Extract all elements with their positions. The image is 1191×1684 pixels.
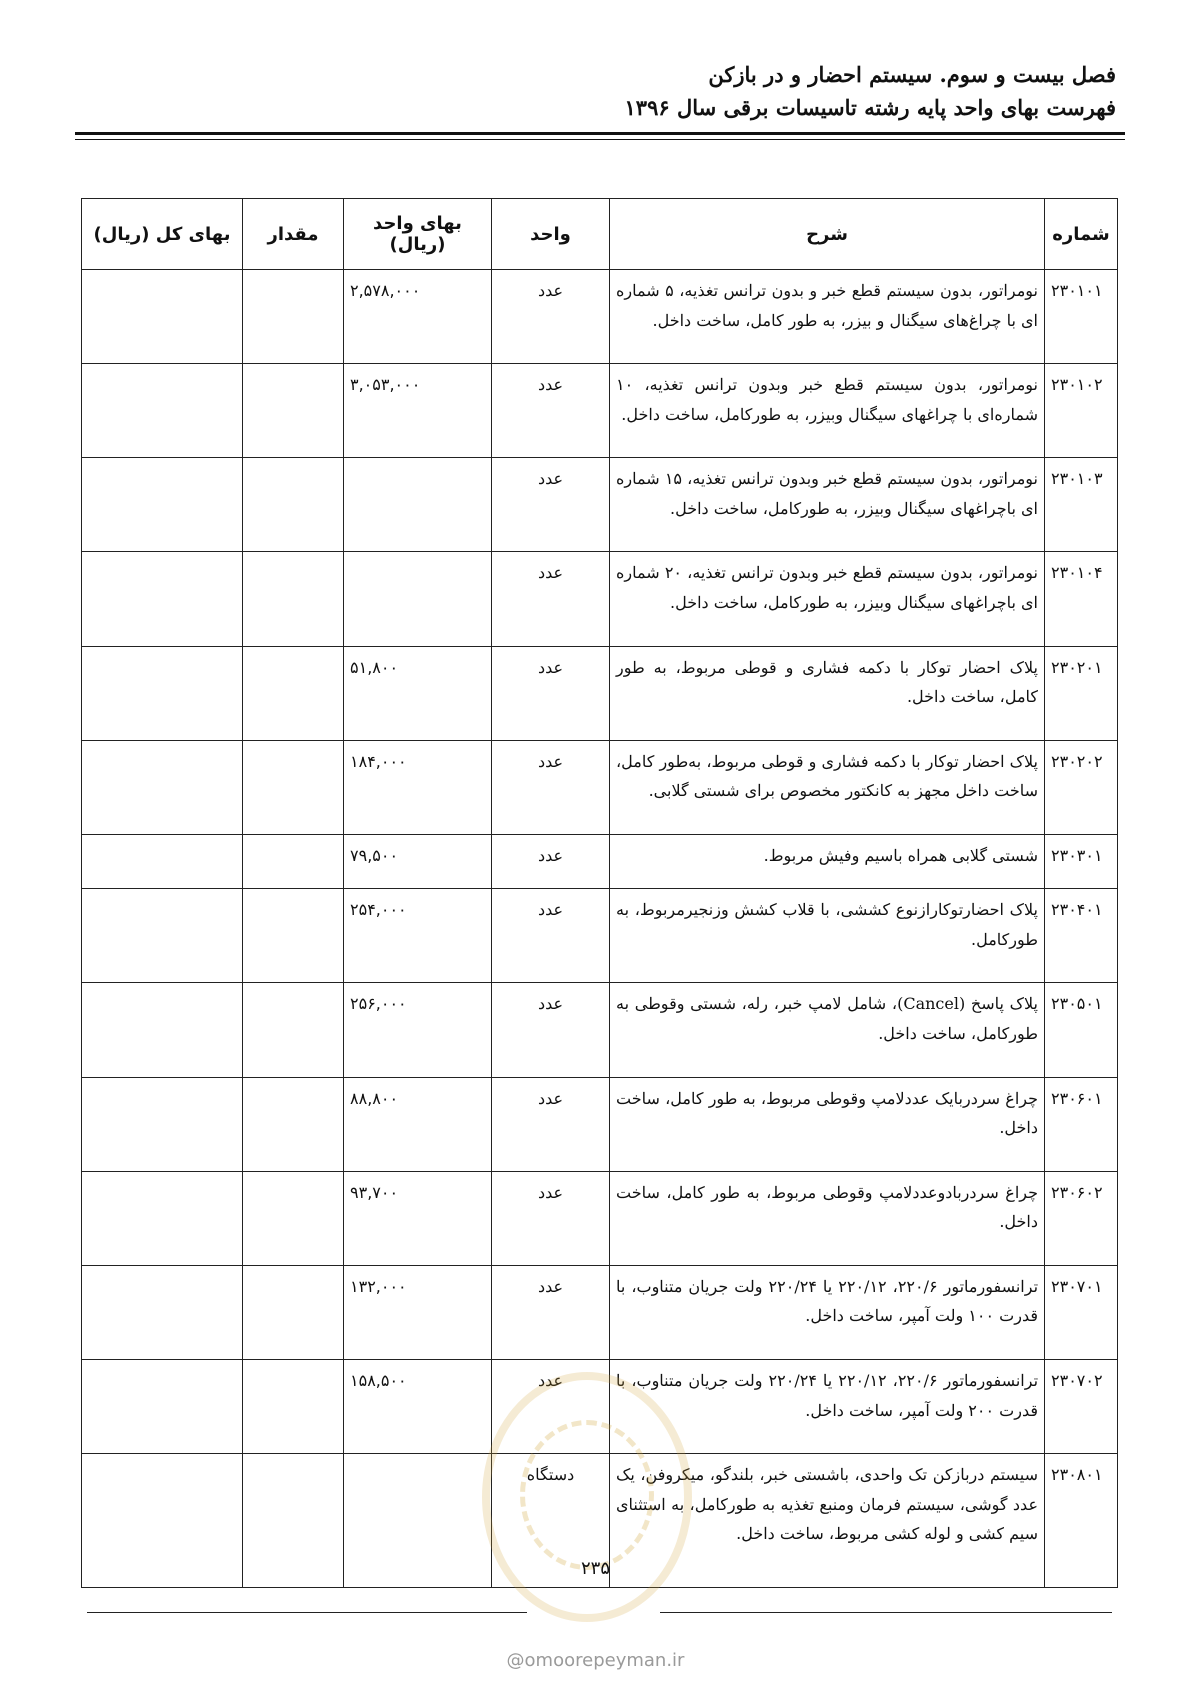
item-description: ترانسفورماتور ۲۲۰/۶، ۲۲۰/۱۲ یا ۲۲۰/۲۴ ولت جریان متناوب، با قدرت ۱۰۰ ولت آمپر، ساخت داخل. bbox=[610, 1265, 1045, 1359]
item-unit: عدد bbox=[492, 1360, 610, 1454]
item-quantity bbox=[243, 270, 344, 364]
item-unit-price: ۳,۰۵۳,۰۰۰ bbox=[344, 364, 492, 458]
item-total-price bbox=[82, 983, 243, 1077]
item-quantity bbox=[243, 834, 344, 888]
item-total-price bbox=[82, 552, 243, 646]
item-quantity bbox=[243, 740, 344, 834]
item-number: ۲۳۰۲۰۱ bbox=[1045, 646, 1118, 740]
item-unit: عدد bbox=[492, 364, 610, 458]
item-description: ترانسفورماتور ۲۲۰/۶، ۲۲۰/۱۲ یا ۲۲۰/۲۴ ولت جریان متناوب، با قدرت ۲۰۰ ولت آمپر، ساخت داخل. bbox=[610, 1360, 1045, 1454]
item-quantity bbox=[243, 1077, 344, 1171]
item-unit: عدد bbox=[492, 983, 610, 1077]
item-number: ۲۳۰۷۰۲ bbox=[1045, 1360, 1118, 1454]
column-header-unit-price: بهای واحد (ریال) bbox=[344, 199, 492, 270]
item-unit: عدد bbox=[492, 270, 610, 364]
item-quantity bbox=[243, 364, 344, 458]
table-row bbox=[82, 1360, 1118, 1454]
item-unit: عدد bbox=[492, 740, 610, 834]
table-row bbox=[82, 740, 1118, 834]
item-total-price bbox=[82, 1360, 243, 1454]
table-row bbox=[82, 889, 1118, 983]
item-total-price bbox=[82, 364, 243, 458]
item-unit: عدد bbox=[492, 646, 610, 740]
item-quantity bbox=[243, 552, 344, 646]
item-number: ۲۳۰۱۰۴ bbox=[1045, 552, 1118, 646]
footer-watermark-text: @omoorepeyman.ir bbox=[506, 1650, 685, 1671]
column-header-quantity: مقدار bbox=[243, 199, 344, 270]
item-number: ۲۳۰۶۰۱ bbox=[1045, 1077, 1118, 1171]
item-quantity bbox=[243, 1171, 344, 1265]
item-number: ۲۳۰۱۰۳ bbox=[1045, 458, 1118, 552]
item-unit-price bbox=[344, 552, 492, 646]
footer-rule-left bbox=[87, 1612, 527, 1613]
page-number: ۲۳۵ bbox=[580, 1558, 610, 1579]
item-unit-price: ۲۵۴,۰۰۰ bbox=[344, 889, 492, 983]
item-unit-price: ۲۵۶,۰۰۰ bbox=[344, 983, 492, 1077]
item-quantity bbox=[243, 983, 344, 1077]
column-header-unit: واحد bbox=[492, 199, 610, 270]
table-row bbox=[82, 983, 1118, 1077]
item-unit-price: ۷۹,۵۰۰ bbox=[344, 834, 492, 888]
item-quantity bbox=[243, 646, 344, 740]
header-rule-thin bbox=[75, 139, 1125, 140]
item-number: ۲۳۰۱۰۱ bbox=[1045, 270, 1118, 364]
item-description: شستی گلابی همراه باسیم وفیش مربوط. bbox=[610, 834, 1045, 888]
item-total-price bbox=[82, 646, 243, 740]
item-description: پلاک احضارتوکارازنوع کششی، با قلاب کشش وزنجیرمربوط، به طورکامل. bbox=[610, 889, 1045, 983]
table-row bbox=[82, 552, 1118, 646]
header-rule-thick bbox=[75, 132, 1125, 135]
item-unit-price: ۵۱,۸۰۰ bbox=[344, 646, 492, 740]
item-unit-price: ۱۸۴,۰۰۰ bbox=[344, 740, 492, 834]
table-row bbox=[82, 364, 1118, 458]
item-quantity bbox=[243, 889, 344, 983]
item-number: ۲۳۰۳۰۱ bbox=[1045, 834, 1118, 888]
item-description: پلاک پاسخ (Cancel)، شامل لامپ خبر، رله، شستی وقوطی به طورکامل، ساخت داخل. bbox=[610, 983, 1045, 1077]
table-row bbox=[82, 1265, 1118, 1359]
item-total-price bbox=[82, 270, 243, 364]
item-description: نومراتور، بدون سیستم قطع خبر وبدون ترانس تغذیه، ۱۰ شماره‌ای با چراغهای سیگنال وبیزر، به طورکامل، ساخت داخل. bbox=[610, 364, 1045, 458]
item-unit-price: ۲,۵۷۸,۰۰۰ bbox=[344, 270, 492, 364]
table-row bbox=[82, 458, 1118, 552]
item-number: ۲۳۰۷۰۱ bbox=[1045, 1265, 1118, 1359]
item-unit: عدد bbox=[492, 834, 610, 888]
item-number: ۲۳۰۸۰۱ bbox=[1045, 1454, 1118, 1588]
item-unit: عدد bbox=[492, 1265, 610, 1359]
item-unit: دستگاه bbox=[492, 1454, 610, 1588]
item-unit-price: ۱۳۲,۰۰۰ bbox=[344, 1265, 492, 1359]
price-table bbox=[81, 198, 1118, 1588]
item-description: نومراتور، بدون سیستم قطع خبر و بدون ترانس تغذیه، ۵ شماره ای با چراغ‌های سیگنال و بیزر، به طور کامل، ساخت داخل. bbox=[610, 270, 1045, 364]
item-quantity bbox=[243, 458, 344, 552]
item-description: نومراتور، بدون سیستم قطع خبر وبدون ترانس تغذیه، ۲۰ شماره ای باچراغهای سیگنال وبیزر، به طورکامل، ساخت داخل. bbox=[610, 552, 1045, 646]
item-unit: عدد bbox=[492, 1171, 610, 1265]
item-quantity bbox=[243, 1265, 344, 1359]
item-description: چراغ سردربادوعددلامپ وقوطی مربوط، به طور کامل، ساخت داخل. bbox=[610, 1171, 1045, 1265]
item-unit: عدد bbox=[492, 889, 610, 983]
footer-rule-right bbox=[660, 1612, 1112, 1613]
table-header-row bbox=[82, 199, 1118, 270]
column-header-number: شماره bbox=[1045, 199, 1118, 270]
column-header-total-price: بهای کل (ریال) bbox=[82, 199, 243, 270]
item-unit-price: ۸۸,۸۰۰ bbox=[344, 1077, 492, 1171]
item-unit: عدد bbox=[492, 1077, 610, 1171]
item-description: سیستم دربازکن تک واحدی، باشستی خبر، بلندگو، میکروفن، یک عدد گوشی، سیستم فرمان ومنبع تغذیه به طورکامل، به استثنای سیم کشی و لوله کشی مربوط، ساخت داخل. bbox=[610, 1454, 1045, 1588]
item-unit-price bbox=[344, 458, 492, 552]
item-description: پلاک احضار توکار با دکمه فشاری و قوطی مربوط، به طور کامل، ساخت داخل. bbox=[610, 646, 1045, 740]
table-row bbox=[82, 834, 1118, 888]
item-description: چراغ سردربایک عددلامپ وقوطی مربوط، به طور کامل، ساخت داخل. bbox=[610, 1077, 1045, 1171]
item-total-price bbox=[82, 834, 243, 888]
item-total-price bbox=[82, 889, 243, 983]
table-row bbox=[82, 270, 1118, 364]
item-number: ۲۳۰۶۰۲ bbox=[1045, 1171, 1118, 1265]
item-description: پلاک احضار توکار با دکمه فشاری و قوطی مربوط، به‌طور کامل، ساخت داخل مجهز به کانکتور مخصوص برای شستی گلابی. bbox=[610, 740, 1045, 834]
item-number: ۲۳۰۵۰۱ bbox=[1045, 983, 1118, 1077]
item-quantity bbox=[243, 1360, 344, 1454]
item-description: نومراتور، بدون سیستم قطع خبر وبدون ترانس تغذیه، ۱۵ شماره ای باچراغهای سیگنال وبیزر، به طورکامل، ساخت داخل. bbox=[610, 458, 1045, 552]
page-header bbox=[66, 58, 1116, 124]
item-total-price bbox=[82, 1077, 243, 1171]
item-unit: عدد bbox=[492, 552, 610, 646]
item-number: ۲۳۰۱۰۲ bbox=[1045, 364, 1118, 458]
item-number: ۲۳۰۴۰۱ bbox=[1045, 889, 1118, 983]
column-header-description: شرح bbox=[610, 199, 1045, 270]
chapter-title: فصل بیست و سوم. سیستم احضار و در بازکن bbox=[708, 62, 1116, 87]
table-row bbox=[82, 1171, 1118, 1265]
item-unit: عدد bbox=[492, 458, 610, 552]
item-total-price bbox=[82, 458, 243, 552]
item-total-price bbox=[82, 740, 243, 834]
table-row bbox=[82, 1077, 1118, 1171]
item-total-price bbox=[82, 1171, 243, 1265]
price-list-title: فهرست بهای واحد پایه رشته تاسیسات برقی سال ۱۳۹۶ bbox=[624, 95, 1116, 120]
item-total-price bbox=[82, 1265, 243, 1359]
item-unit-price: ۹۳,۷۰۰ bbox=[344, 1171, 492, 1265]
item-number: ۲۳۰۲۰۲ bbox=[1045, 740, 1118, 834]
item-unit-price: ۱۵۸,۵۰۰ bbox=[344, 1360, 492, 1454]
table-row bbox=[82, 646, 1118, 740]
